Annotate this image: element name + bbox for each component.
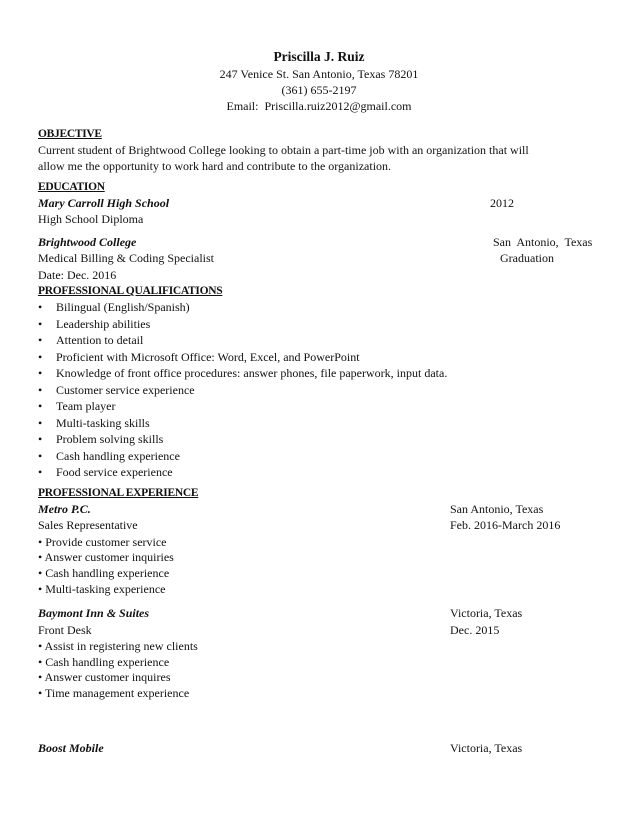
qualification-text: Food service experience xyxy=(56,465,173,479)
objective-text-line-1: Current student of Brightwood College looking to obtain a part-time job with an organization that will xyxy=(38,143,529,157)
job-company: Metro P.C. xyxy=(38,502,91,516)
qualification-item xyxy=(38,382,600,399)
qualification-item xyxy=(38,431,600,448)
qualification-item xyxy=(38,464,600,481)
qualification-text: Cash handling experience xyxy=(56,448,180,463)
qualification-item xyxy=(38,299,600,316)
qualification-text: Proficient with Microsoft Office: Word, Excel, and PowerPoint xyxy=(56,349,360,364)
job-company: Boost Mobile xyxy=(38,741,104,755)
qualification-item xyxy=(38,398,600,415)
job-header-row xyxy=(38,740,600,756)
qualification-text: Team player xyxy=(56,399,116,413)
job-location: Victoria, Texas xyxy=(450,606,523,621)
job-duty: • Multi-tasking experience xyxy=(38,581,166,596)
college-location: San Antonio, Texas xyxy=(493,234,593,249)
education-title: EDUCATION xyxy=(38,181,105,193)
qualification-item xyxy=(38,365,600,382)
qualification-text: Bilingual (English/Spanish) xyxy=(56,300,190,314)
job-duty: • Assist in registering new clients xyxy=(38,638,198,653)
objective-text-line-2: allow me the opportunity to work hard and contribute to the organization. xyxy=(38,159,392,173)
bullet-icon: • xyxy=(38,382,43,397)
college-status: Graduation xyxy=(500,251,554,266)
job-role-row xyxy=(38,517,600,533)
bullet-icon: • xyxy=(38,349,43,364)
college-name: Brightwood College xyxy=(38,234,137,249)
job-duty: • Answer customer inquires xyxy=(38,670,171,685)
bullet-icon: • xyxy=(38,448,43,463)
school-name: Mary Carroll High School xyxy=(38,196,170,210)
bullet-icon: • xyxy=(38,366,43,380)
job-duties-list xyxy=(38,534,600,596)
school-year: 2012 xyxy=(490,196,514,210)
qualification-item xyxy=(38,415,600,432)
experience-section xyxy=(38,486,600,700)
email-label: Email: xyxy=(226,99,259,114)
qualifications-section xyxy=(38,284,600,481)
school-degree: High School Diploma xyxy=(38,212,144,227)
qualification-text: Knowledge of front office procedures: answer phones, file paperwork, input data. xyxy=(56,366,448,380)
qualification-item xyxy=(38,349,600,366)
email-address: Priscilla.ruiz2012@gmail.com xyxy=(264,99,412,114)
resume-header xyxy=(38,48,600,115)
job-header-row xyxy=(38,605,600,621)
qualifications-title: PROFESSIONAL QUALIFICATIONS xyxy=(38,285,223,297)
job-duty: • Time management experience xyxy=(38,685,190,700)
qualification-text: Multi-tasking skills xyxy=(56,415,150,430)
bullet-icon: • xyxy=(38,333,43,347)
education-section xyxy=(38,180,600,283)
bullet-icon: • xyxy=(38,300,43,314)
phone-number: (361) 655-2197 xyxy=(281,83,357,98)
job-header-row xyxy=(38,501,600,517)
bullet-icon: • xyxy=(38,465,43,479)
job-duty: • Answer customer inquiries xyxy=(38,550,174,565)
objective-title: OBJECTIVE xyxy=(38,128,102,140)
address: 247 Venice St. San Antonio, Texas 78201 xyxy=(219,67,419,81)
job-dates: Dec. 2015 xyxy=(450,622,500,637)
job-company: Baymont Inn & Suites xyxy=(38,606,150,621)
qualification-item xyxy=(38,332,600,349)
college-date: Date: Dec. 2016 xyxy=(38,267,117,282)
program-row xyxy=(38,250,600,266)
job-duties-list xyxy=(38,638,600,700)
job-location: Victoria, Texas xyxy=(450,741,523,755)
job-duty: • Provide customer service xyxy=(38,534,167,549)
email-line xyxy=(38,98,600,114)
college-program: Medical Billing & Coding Specialist xyxy=(38,251,214,266)
qualification-text: Problem solving skills xyxy=(56,432,164,446)
job-role: Front Desk xyxy=(38,622,92,637)
qualification-text: Customer service experience xyxy=(56,382,195,397)
objective-section xyxy=(38,127,600,174)
qualification-text: Leadership abilities xyxy=(56,316,151,331)
qualifications-list xyxy=(38,299,600,481)
bullet-icon: • xyxy=(38,415,43,430)
applicant-name: Priscilla J. Ruiz xyxy=(273,49,365,64)
college-row xyxy=(38,234,600,250)
job-dates: Feb. 2016-March 2016 xyxy=(450,518,561,533)
qualification-item xyxy=(38,448,600,465)
bullet-icon: • xyxy=(38,316,43,331)
job-duty: • Cash handling experience xyxy=(38,654,170,669)
bullet-icon: • xyxy=(38,432,43,446)
qualification-item xyxy=(38,316,600,333)
qualification-text: Attention to detail xyxy=(56,333,144,347)
job-location: San Antonio, Texas xyxy=(450,502,544,516)
last-job xyxy=(38,740,600,756)
job-duty: • Cash handling experience xyxy=(38,565,170,580)
bullet-icon: • xyxy=(38,399,43,413)
job-role-row xyxy=(38,622,600,638)
experience-title: PROFESSIONAL EXPERIENCE xyxy=(38,487,199,499)
school-row xyxy=(38,195,600,211)
job-role: Sales Representative xyxy=(38,518,138,533)
